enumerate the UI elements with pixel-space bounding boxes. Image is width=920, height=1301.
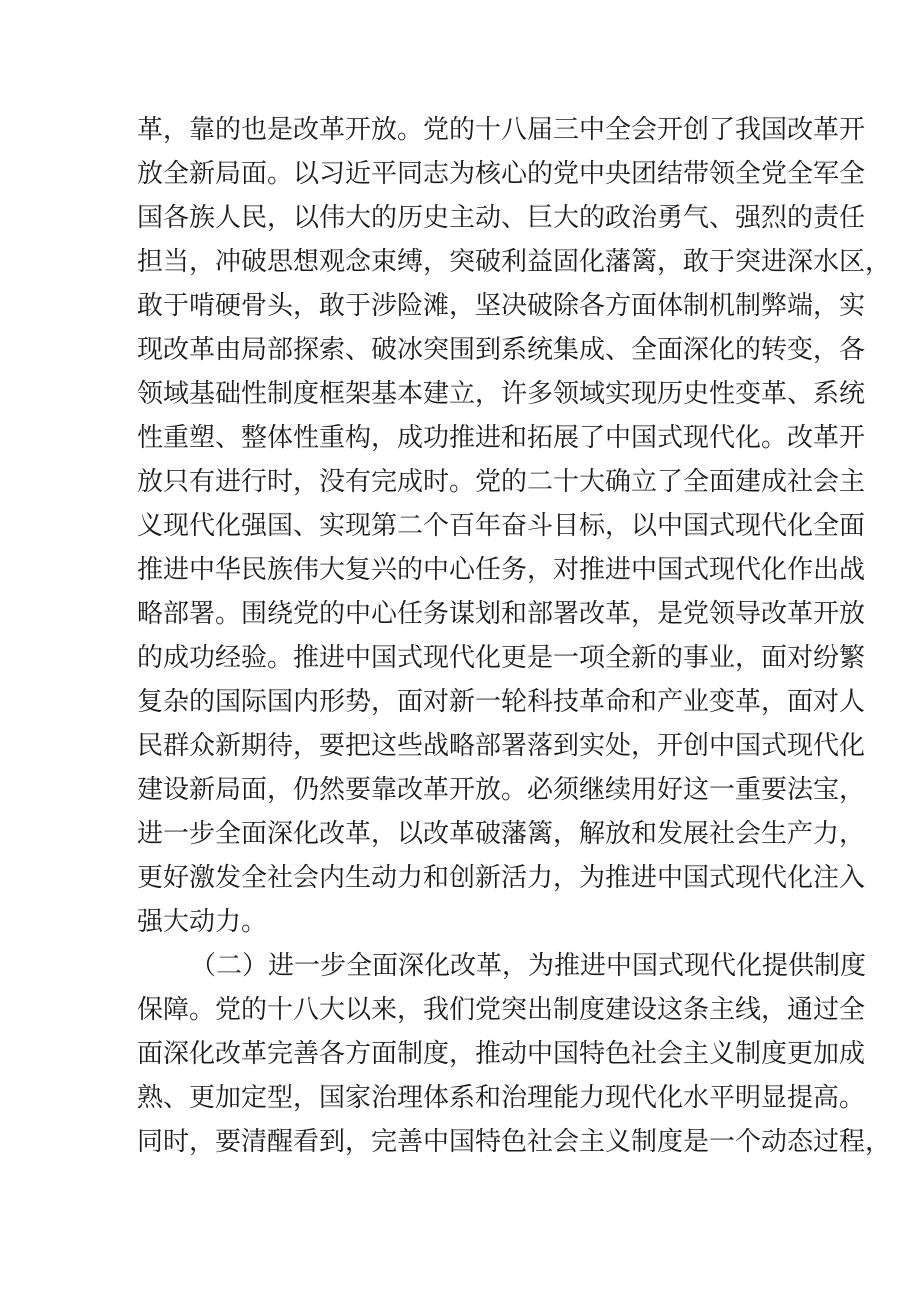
body-text-line: 领域基础性制度框架基本建立，许多领域实现历史性变革、系统: [137, 379, 866, 409]
body-text-line: 略部署。围绕党的中心任务谋划和部署改革，是党领导改革开放: [137, 599, 866, 629]
body-text-line: 熟、更加定型，国家治理体系和治理能力现代化水平明显提高。: [137, 1083, 866, 1113]
body-text-line: 民群众新期待，要把这些战略部署落到实处，开创中国式现代化: [137, 731, 866, 761]
body-text-line: 复杂的国际国内形势，面对新一轮科技革命和产业变革，面对人: [137, 687, 866, 717]
body-text-line: 推进中华民族伟大复兴的中心任务，对推进中国式现代化作出战: [137, 555, 866, 585]
body-text-line: 的成功经验。推进中国式现代化更是一项全新的事业，面对纷繁: [137, 643, 866, 673]
body-text-line: 现改革由局部探索、破冰突围到系统集成、全面深化的转变，各: [137, 335, 866, 365]
body-text-line: 革，靠的也是改革开放。党的十八届三中全会开创了我国改革开: [137, 115, 866, 145]
body-text-line: 进一步全面深化改革，以改革破藩篱，解放和发展社会生产力，: [137, 819, 866, 849]
body-text-line: 更好激发全社会内生动力和创新活力，为推进中国式现代化注入: [137, 863, 866, 893]
body-text-line: 放全新局面。以习近平同志为核心的党中央团结带领全党全军全: [137, 159, 866, 189]
body-text-line: 建设新局面，仍然要靠改革开放。必须继续用好这一重要法宝，: [137, 775, 866, 805]
body-text-line: 义现代化强国、实现第二个百年奋斗目标，以中国式现代化全面: [137, 511, 866, 541]
section-heading-line: （二）进一步全面深化改革，为推进中国式现代化提供制度: [190, 951, 867, 981]
body-text-line: 同时，要清醒看到，完善中国特色社会主义制度是一个动态过程，: [137, 1127, 892, 1157]
body-text-line: 面深化改革完善各方面制度，推动中国特色社会主义制度更加成: [137, 1039, 866, 1069]
body-text-line: 担当，冲破思想观念束缚，突破利益固化藩篱，敢于突进深水区，: [137, 247, 892, 277]
body-text-line: 保障。党的十八大以来，我们党突出制度建设这条主线，通过全: [137, 995, 866, 1025]
body-text-line: 国各族人民，以伟大的历史主动、巨大的政治勇气、强烈的责任: [137, 203, 866, 233]
body-text-line: 敢于啃硬骨头，敢于涉险滩，坚决破除各方面体制机制弊端，实: [137, 291, 866, 321]
body-text-line: 放只有进行时，没有完成时。党的二十大确立了全面建成社会主: [137, 467, 866, 497]
body-text-line: 性重塑、整体性重构，成功推进和拓展了中国式现代化。改革开: [137, 423, 866, 453]
paragraph-last-line: 强大动力。: [137, 907, 268, 937]
